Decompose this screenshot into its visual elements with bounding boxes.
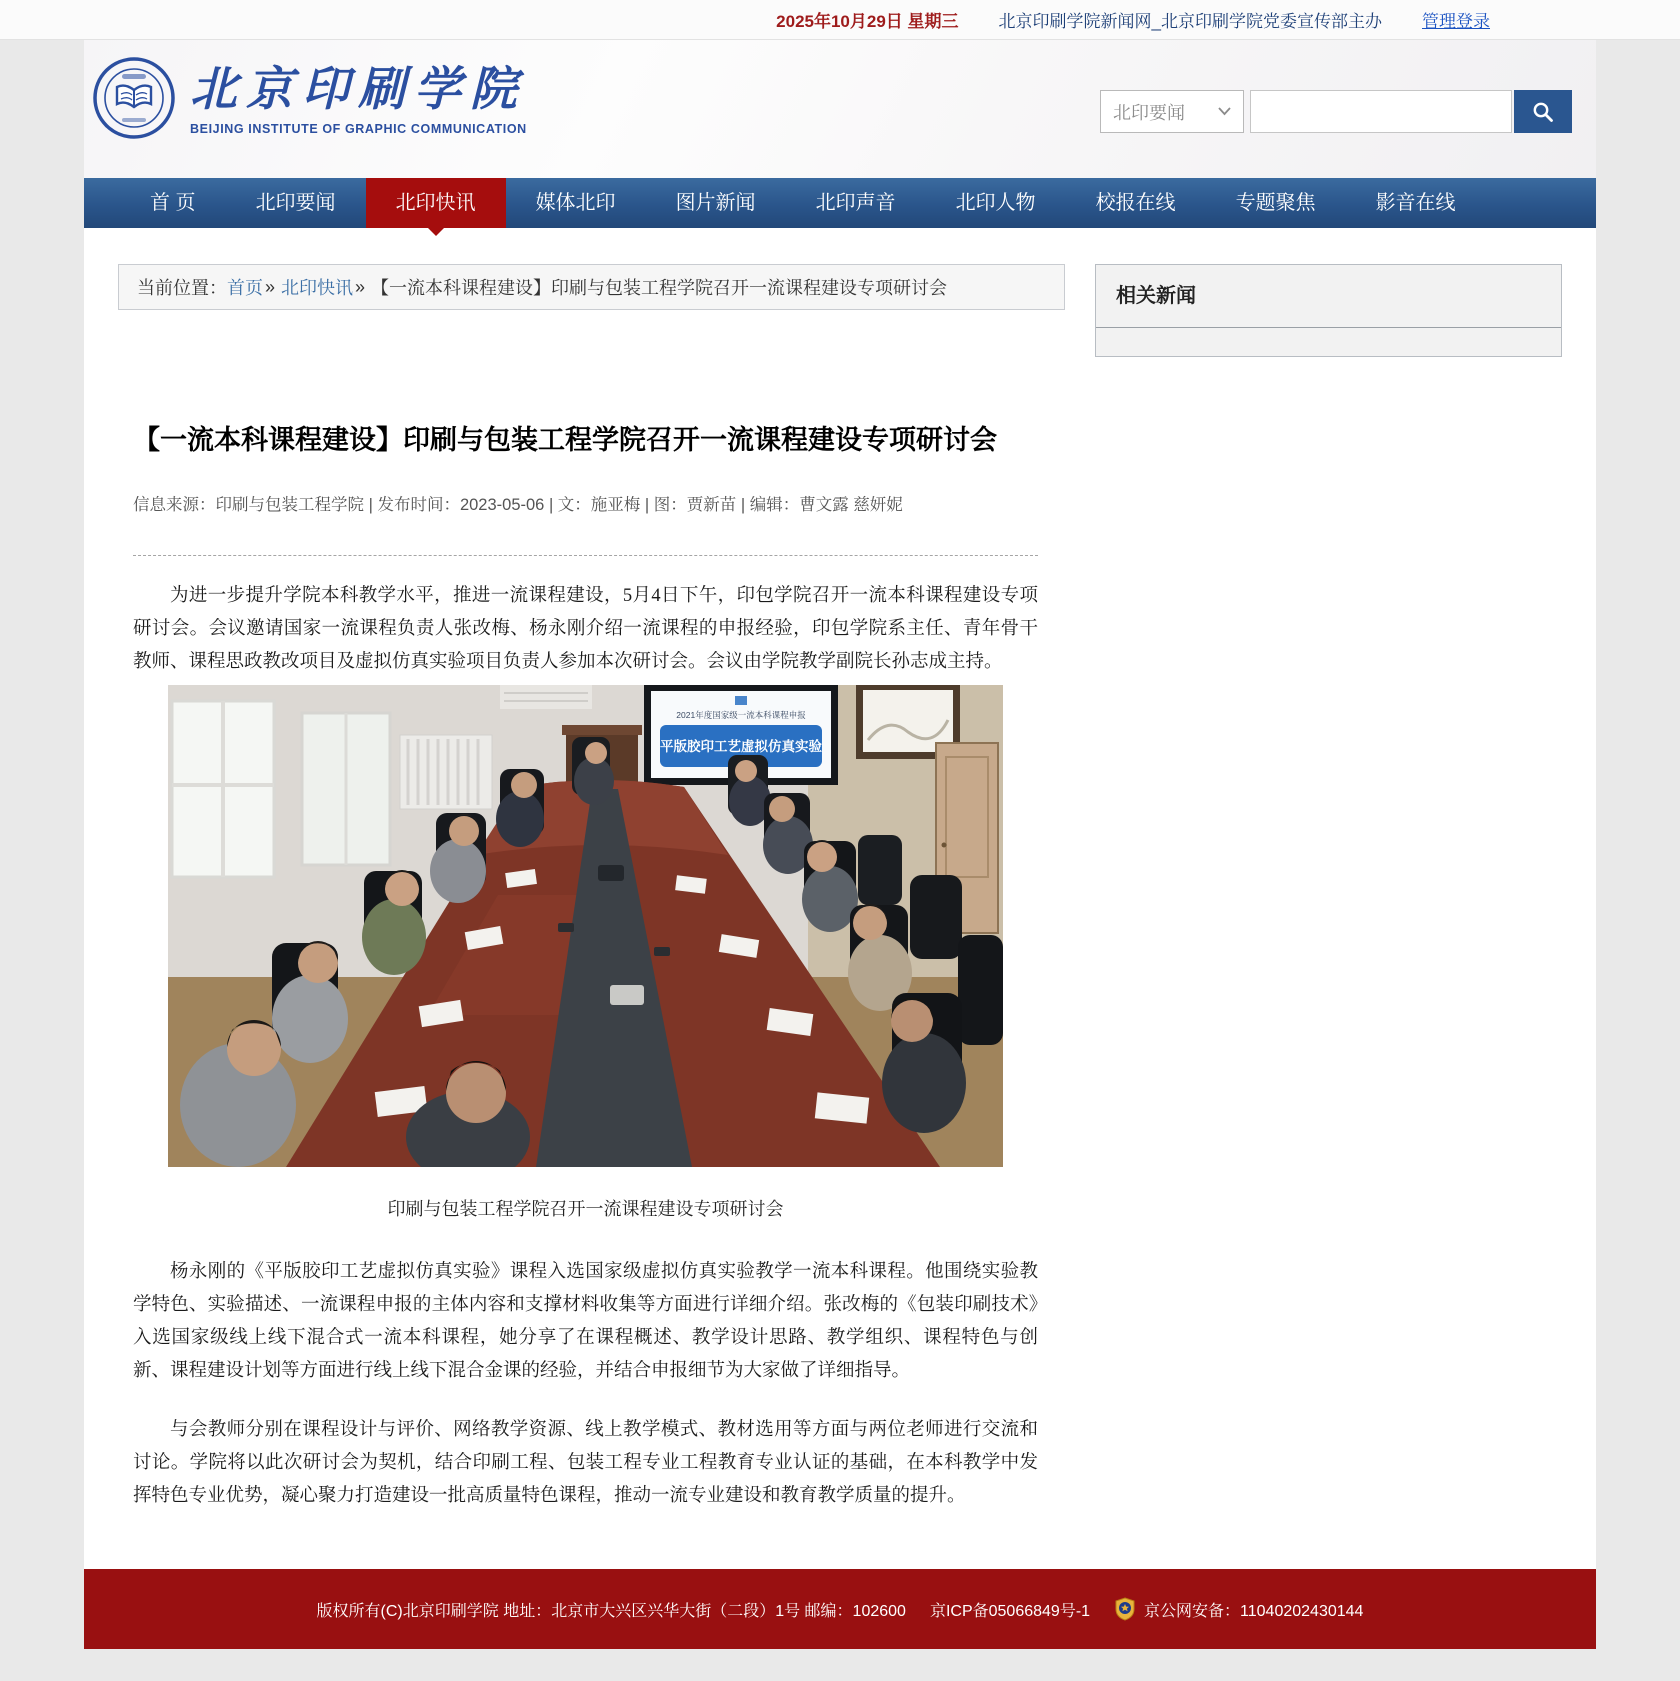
site-header (84, 40, 1596, 178)
nav-item-video[interactable]: 影音在线 (1375, 192, 1456, 214)
breadcrumb-home-link[interactable]: 首页 (227, 278, 263, 298)
photo-caption: 印刷与包装工程学院召开一流课程建设专项研讨会 (387, 1199, 784, 1219)
search-bar (1100, 90, 1572, 133)
article-paragraph: 杨永刚的《平版胶印工艺虚拟仿真实验》课程入选国家级虚拟仿真实验教学一流本科课程。他围绕实验教学特色、实验描述、一流课程申报的主体内容和支撑材料收集等方面进行详细介绍。张改梅的《包装印刷技术》入选国家级线上线下混合式一流本科课程，她分享了在课程概述、教学设计思路、教学组织、课程特色与创新、课程建设计划等方面进行线上线下混合金课的经验，并结合申报细节为大家做了详细指导。 (133, 1262, 1038, 1381)
chevron-down-icon (1218, 107, 1231, 116)
related-news-list (1096, 328, 1561, 356)
site-masthead-link[interactable]: 北京印刷学院新闻网_北京印刷学院党委宣传部主办 (998, 12, 1382, 31)
nav-item-special-topics[interactable]: 专题聚焦 (1235, 192, 1316, 214)
top-utility-bar (0, 0, 1680, 40)
admin-login-link[interactable]: 管理登录 (1422, 12, 1490, 31)
main-content (84, 228, 1596, 1569)
breadcrumb-separator: » (265, 276, 276, 297)
meta-divider (133, 555, 1038, 556)
nav-item-voice[interactable]: 北印声音 (815, 192, 896, 214)
nav-item-beiyin-express[interactable]: 北印快讯 (366, 178, 506, 228)
article-paragraph: 与会教师分别在课程设计与评价、网络教学资源、线上教学模式、教材选用等方面与两位老师进行交流和讨论。学院将以此次研讨会为契机，结合印刷工程、包装工程专业工程教育专业认证的基础，在本科教学中发挥特色专业优势，凝心聚力打造建设一批高质量特色课程，推动一流专业建设和教育教学质量的提升。 (133, 1420, 1038, 1506)
nav-item-photo-news[interactable]: 图片新闻 (675, 192, 756, 214)
nav-item-beiyin-news[interactable]: 北印要闻 (255, 192, 336, 214)
article-photo (168, 685, 1003, 1167)
breadcrumb (118, 264, 1065, 310)
breadcrumb-section-link[interactable]: 北印快讯 (281, 278, 354, 298)
breadcrumb-separator: » (355, 276, 366, 297)
search-input[interactable] (1250, 90, 1512, 133)
nav-item-home[interactable]: 首 页 (150, 192, 196, 214)
nav-item-school-paper[interactable]: 校报在线 (1095, 192, 1176, 214)
logo-chinese-name: 北京印刷学院 (190, 64, 526, 116)
nav-item-media[interactable]: 媒体北印 (535, 192, 616, 214)
article-paragraph: 为进一步提升学院本科教学水平，推进一流课程建设，5月4日下午，印包学院召开一流本科课程建设专项研讨会。会议邀请国家一流课程负责人张改梅、杨永刚介绍一流课程的申报经验，印包学院系主任、青年骨干教师、课程思政教改项目及虚拟仿真实验项目负责人参加本次研讨会。会议由学院教学副院长孙志成主持。 (133, 586, 1038, 672)
nav-item-people[interactable]: 北印人物 (955, 192, 1036, 214)
footer-police-number: 京公网安备：11040202430144 (1144, 1602, 1364, 1620)
slide-title: 平版胶印工艺虚拟仿真实验 (660, 739, 822, 754)
site-logo[interactable] (92, 56, 527, 140)
slide-subtitle: 2021年度国家级一流本科课程申报 (676, 710, 806, 720)
footer-icp: 京ICP备05066849号-1 (929, 1602, 1091, 1620)
main-nav (84, 178, 1596, 228)
article-title: 【一流本科课程建设】印刷与包装工程学院召开一流课程建设专项研讨会 (133, 425, 997, 455)
breadcrumb-label: 当前位置： (137, 278, 227, 298)
breadcrumb-current: 【一流本科课程建设】印刷与包装工程学院召开一流课程建设专项研讨会 (371, 278, 948, 298)
search-category-select[interactable] (1100, 90, 1244, 133)
police-badge-icon (1114, 1597, 1136, 1621)
article (118, 423, 1065, 1513)
site-footer (84, 1569, 1596, 1649)
search-icon (1531, 100, 1555, 124)
related-news-title: 相关新闻 (1096, 265, 1561, 328)
related-news-panel (1095, 264, 1562, 357)
footer-copyright: 版权所有(C)北京印刷学院 地址：北京市大兴区兴华大街（二段）1号 邮编：102600 (316, 1602, 906, 1620)
current-date: 2025年10月29日 星期三 (776, 12, 959, 31)
university-seal-icon (92, 56, 176, 140)
search-button[interactable] (1514, 90, 1572, 133)
article-meta: 信息来源：印刷与包装工程学院 | 发布时间：2023-05-06 | 文：施亚梅 | 图：贾新苗 | 编辑：曹文露 慈妍妮 (133, 496, 903, 514)
search-category-value: 北印要闻 (1113, 102, 1185, 123)
logo-english-name: BEIJING INSTITUTE OF GRAPHIC COMMUNICATION (190, 122, 527, 136)
